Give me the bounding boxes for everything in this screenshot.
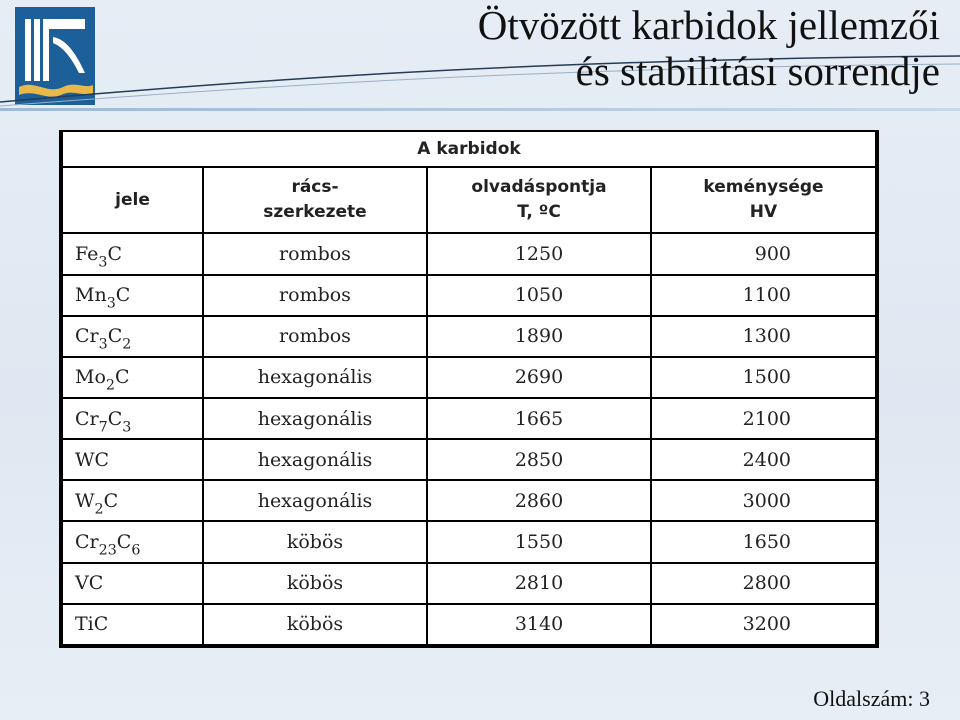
formula-element: C — [116, 531, 132, 554]
lattice-structure: hexagonális — [203, 398, 427, 439]
formula-element: TiC — [75, 613, 109, 636]
header-hardness-line2: HV — [749, 202, 778, 223]
header-melting-point — [427, 167, 651, 233]
lattice-structure: hexagonális — [203, 357, 427, 398]
lattice-structure: hexagonális — [203, 439, 427, 480]
lattice-structure: köbös — [203, 521, 427, 562]
formula-element: Cr — [75, 531, 99, 554]
formula-element: Fe — [75, 242, 99, 265]
table-row — [62, 316, 876, 357]
melting-point: 2810 — [427, 563, 651, 604]
formula-subscript: 3 — [122, 419, 132, 435]
formula-element: W — [75, 489, 95, 512]
header-melting-line2: T, ºC — [517, 202, 561, 223]
melting-point: 1890 — [427, 316, 651, 357]
hardness-value: 2800 — [651, 563, 876, 604]
formula-subscript: 23 — [98, 542, 117, 559]
carbide-table — [59, 130, 879, 648]
formula-element: Cr — [75, 407, 99, 430]
formula-subscript: 2 — [94, 501, 104, 518]
melting-point: 2860 — [427, 480, 651, 521]
formula-element: VC — [75, 572, 104, 595]
table-row — [62, 480, 876, 521]
table-row — [62, 439, 876, 480]
page-title — [478, 2, 940, 94]
header-symbol — [62, 167, 203, 233]
header-divider — [0, 108, 960, 111]
table-row — [62, 604, 876, 645]
hardness-value: 1100 — [651, 275, 876, 316]
formula-subscript: 6 — [131, 542, 141, 559]
melting-point: 2850 — [427, 439, 651, 480]
header-symbol-label: jele — [115, 189, 150, 210]
formula-element: C — [115, 284, 131, 307]
table-row — [62, 275, 876, 316]
carbide-formula — [62, 316, 203, 357]
table-row — [62, 521, 876, 562]
hardness-value: 1300 — [651, 316, 876, 357]
carbide-formula — [62, 439, 203, 480]
formula-element: WC — [75, 448, 110, 471]
lattice-structure: rombos — [203, 275, 427, 316]
table-row — [62, 398, 876, 439]
carbide-formula — [62, 563, 203, 604]
carbide-formula — [62, 521, 203, 562]
formula-subscript: 7 — [98, 419, 108, 435]
formula-element: Mo — [75, 366, 106, 389]
carbide-formula — [62, 233, 203, 274]
formula-element: C — [114, 366, 130, 389]
formula-element: C — [107, 325, 123, 348]
lattice-structure: köbös — [203, 604, 427, 645]
header-lattice — [203, 167, 427, 233]
hardness-value: 3000 — [651, 480, 876, 521]
hardness-value: 1500 — [651, 357, 876, 398]
table-body — [62, 233, 876, 645]
header-hardness-line1: keménysége — [703, 177, 824, 198]
title-line-2: és stabilitási sorrendje — [575, 48, 940, 94]
formula-element: C — [107, 407, 123, 430]
hardness-value: 2100 — [651, 398, 876, 439]
formula-subscript: 3 — [98, 336, 108, 353]
lattice-structure: hexagonális — [203, 480, 427, 521]
melting-point: 3140 — [427, 604, 651, 645]
formula-subscript: 2 — [122, 336, 132, 353]
header-lattice-line1: rács- — [291, 177, 339, 198]
hardness-value: 3200 — [651, 604, 876, 645]
melting-point: 1250 — [427, 233, 651, 274]
header-lattice-line2: szerkezete — [263, 202, 367, 223]
hardness-value: 900 — [651, 233, 876, 274]
hardness-value: 1650 — [651, 521, 876, 562]
table-row — [62, 233, 876, 274]
formula-subscript: 2 — [105, 377, 115, 394]
table-row — [62, 563, 876, 604]
formula-element: Cr — [75, 325, 99, 348]
carbide-formula — [62, 275, 203, 316]
lattice-structure: köbös — [203, 563, 427, 604]
melting-point: 2690 — [427, 357, 651, 398]
melting-point: 1665 — [427, 398, 651, 439]
carbide-formula — [62, 480, 203, 521]
lattice-structure: rombos — [203, 316, 427, 357]
melting-point: 1050 — [427, 275, 651, 316]
formula-element: Mn — [75, 284, 107, 307]
lattice-structure: rombos — [203, 233, 427, 274]
carbide-formula — [62, 604, 203, 645]
melting-point: 1550 — [427, 521, 651, 562]
formula-subscript: 3 — [106, 295, 116, 312]
formula-element: C — [103, 489, 119, 512]
carbide-formula — [62, 357, 203, 398]
formula-element: C — [107, 242, 123, 265]
header-melting-line1: olvadáspontja — [471, 177, 607, 198]
header-hardness — [651, 167, 876, 233]
table-row — [62, 357, 876, 398]
carbide-formula — [62, 398, 203, 439]
title-line-1: Ötvözött karbidok jellemzői — [477, 2, 940, 48]
formula-subscript: 3 — [98, 254, 108, 271]
page-number: Oldalszám: 3 — [813, 686, 930, 711]
table-caption: A karbidok — [62, 132, 876, 167]
hardness-value: 2400 — [651, 439, 876, 480]
